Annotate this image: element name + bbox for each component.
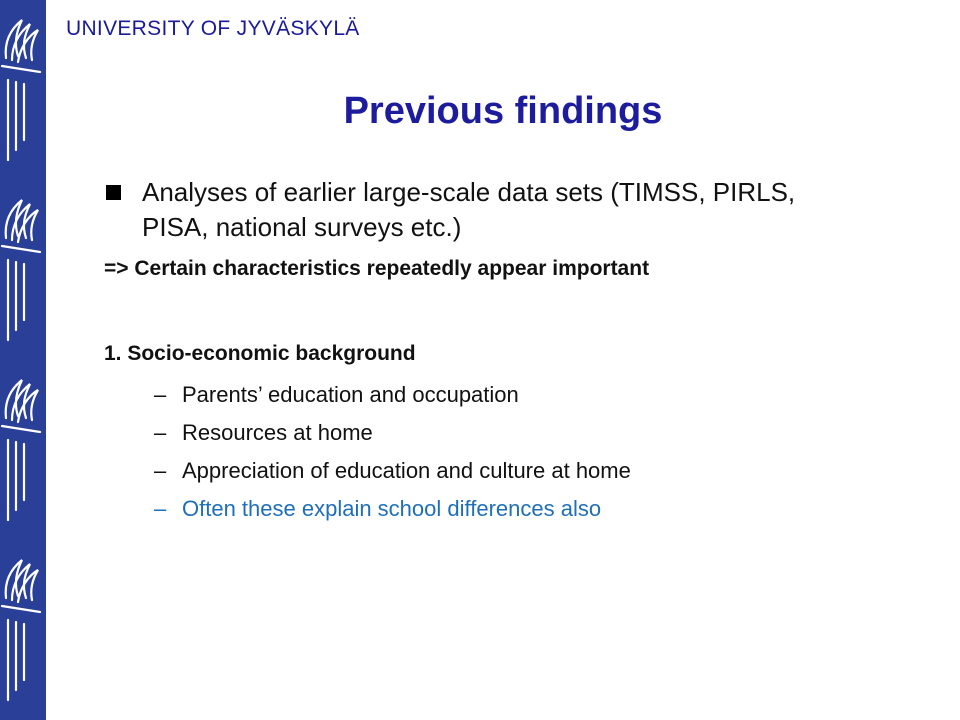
conclusion-text: => Certain characteristics repeatedly appear important [104,257,650,280]
university-name: UNIVERSITY OF JYVÄSKYLÄ [66,17,360,40]
slide-title: Previous findings [343,90,663,132]
torch-pattern-icon [0,0,46,720]
sub-item-text: Appreciation of education and culture at home [182,458,631,483]
sub-item-text: Parents’ education and occupation [182,382,519,407]
dash-bullet: – [154,382,167,407]
sub-item-list [154,376,631,528]
bullet-item [106,175,846,245]
dash-bullet: – [154,496,167,521]
sub-item-text: Resources at home [182,420,373,445]
sub-item-highlighted [154,490,631,528]
sub-item [154,414,631,452]
dash-bullet: – [154,458,167,483]
dash-bullet: – [154,420,167,445]
sub-item [154,376,631,414]
sub-item [154,452,631,490]
bullet-text: Analyses of earlier large-scale data sets (TIMSS, PIRLS, PISA, national surveys etc.) [142,177,796,242]
square-bullet-icon [106,185,121,200]
sub-item-text: Often these explain school differences also [182,496,602,521]
section-heading: 1. Socio-economic background [104,342,416,365]
sidebar-brand-strip [0,0,46,720]
